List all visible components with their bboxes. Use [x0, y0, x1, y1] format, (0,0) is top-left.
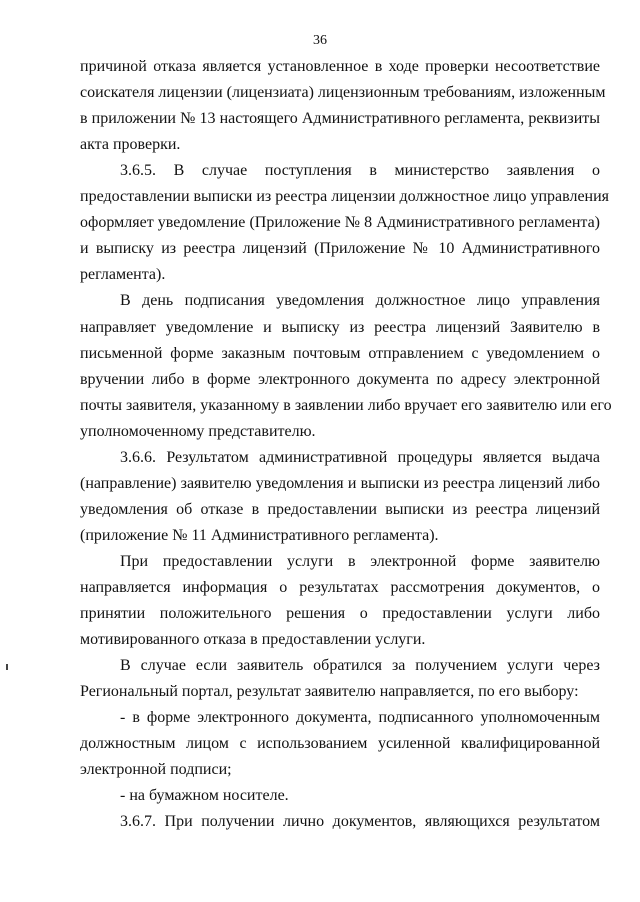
text-line: При предоставлении услуги в электронной форме заявителю	[120, 553, 600, 570]
text-line: 3.6.7. При получении лично документов, являющихся результатом	[120, 813, 600, 830]
page-number: 36	[313, 33, 327, 48]
text-line: 3.6.5. В случае поступления в министерство заявления о	[120, 162, 600, 179]
text-line: вручении либо в форме электронного документа по адресу электронной	[80, 371, 600, 388]
text-line: письменной форме заказным почтовым отправлением с уведомлением о	[80, 345, 600, 362]
text-line: почты заявителя, указанному в заявлении либо вручает его заявителю или его	[80, 397, 612, 414]
text-line: и выписку из реестра лицензий (Приложение № 10 Административного	[80, 240, 600, 257]
text-line: В день подписания уведомления должностное лицо управления	[120, 292, 600, 309]
text-line: (приложение № 11 Административного регламента).	[80, 527, 439, 544]
text-line: - в форме электронного документа, подписанного уполномоченным	[120, 709, 600, 726]
text-line: в приложении № 13 настоящего Административного регламента, реквизиты	[80, 110, 600, 127]
text-line: мотивированного отказа в предоставлении услуги.	[80, 631, 426, 648]
text-line: должностным лицом с использованием усиленной квалифицированной	[80, 735, 600, 752]
text-line: причиной отказа является установленное в ходе проверки несоответствие	[80, 58, 600, 75]
text-line: уведомления об отказе в предоставлении выписки из реестра лицензий	[80, 501, 600, 518]
text-line: акта проверки.	[80, 136, 181, 153]
text-line: уполномоченному представителю.	[80, 423, 316, 440]
text-line: электронной подписи;	[80, 761, 232, 778]
text-line: - на бумажном носителе.	[120, 787, 289, 804]
text-line: принятии положительного решения о предоставлении услуги либо	[80, 605, 600, 622]
text-line: оформляет уведомление (Приложение № 8 Административного регламента)	[80, 214, 600, 231]
text-line: направляет уведомление и выписку из реестра лицензий Заявителю в	[80, 319, 600, 336]
text-line: регламента).	[80, 266, 166, 283]
text-line: (направление) заявителю уведомления и выписки из реестра лицензий либо	[80, 475, 600, 492]
text-line: Региональный портал, результат заявителю направляется, по его выбору:	[80, 683, 579, 700]
scan-speck	[6, 664, 8, 670]
text-line: В случае если заявитель обратился за получением услуги через	[120, 657, 600, 674]
text-line: направляется информация о результатах рассмотрения документов, о	[80, 579, 600, 596]
text-line: соискателя лицензии (лицензиата) лицензионным требованиям, изложенным	[80, 84, 606, 101]
text-line: предоставлении выписки из реестра лицензии должностное лицо управления	[80, 188, 610, 205]
text-line: 3.6.6. Результатом административной процедуры является выдача	[120, 449, 600, 466]
